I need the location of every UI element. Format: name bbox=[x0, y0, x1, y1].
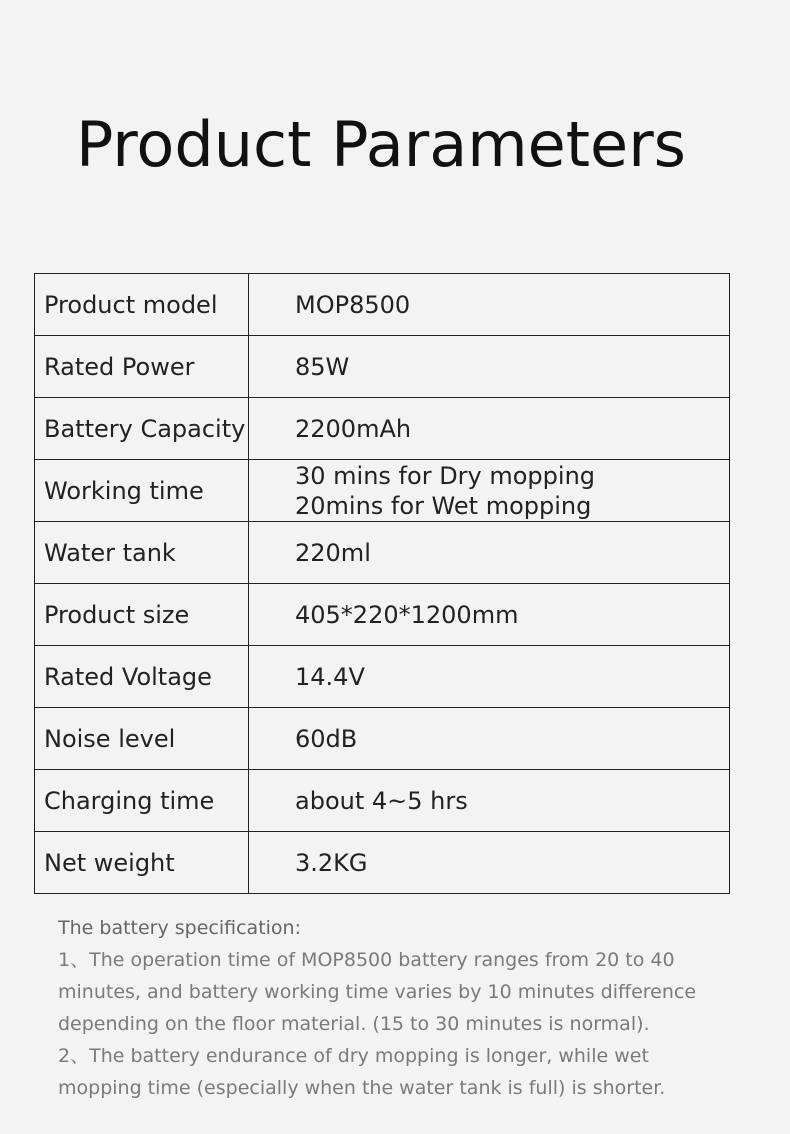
table-row bbox=[35, 522, 730, 584]
table-row bbox=[35, 274, 730, 336]
param-value bbox=[249, 770, 730, 832]
param-label: Product model bbox=[35, 274, 249, 336]
param-label: Net weight bbox=[35, 832, 249, 894]
param-label: Product size bbox=[35, 584, 249, 646]
param-label: Battery Capacity bbox=[35, 398, 249, 460]
table-row bbox=[35, 708, 730, 770]
table-row bbox=[35, 460, 730, 522]
param-value-line: 20mins for Wet mopping bbox=[295, 491, 592, 520]
param-value bbox=[249, 646, 730, 708]
param-value bbox=[249, 274, 730, 336]
parameters-table bbox=[34, 273, 730, 894]
param-value bbox=[249, 336, 730, 398]
param-value-line: 85W bbox=[295, 352, 350, 381]
table-row bbox=[35, 832, 730, 894]
param-label: Working time bbox=[35, 460, 249, 522]
param-value-line: 405*220*1200mm bbox=[295, 600, 519, 629]
battery-note-point: 2、The battery endurance of dry mopping is longer, while wet mopping time (especially when the water tank is full) is shorter. bbox=[58, 1045, 666, 1099]
param-label: Water tank bbox=[35, 522, 249, 584]
page-title: Product Parameters bbox=[76, 108, 686, 181]
battery-note bbox=[58, 912, 718, 1104]
table-row bbox=[35, 584, 730, 646]
param-value-line: 60dB bbox=[295, 724, 358, 753]
param-label: Rated Voltage bbox=[35, 646, 249, 708]
battery-note-point: 1、The operation time of MOP8500 battery ranges from 20 to 40 minutes, and battery working time varies by 10 minutes difference depending on the floor material. (15 to 30 minutes is normal). bbox=[58, 949, 697, 1035]
param-value-line: 220ml bbox=[295, 538, 371, 567]
battery-note-heading: The battery specification: bbox=[58, 917, 301, 939]
param-value bbox=[249, 832, 730, 894]
table-row bbox=[35, 770, 730, 832]
table-row bbox=[35, 336, 730, 398]
param-value-line: 2200mAh bbox=[295, 414, 412, 443]
param-value-line: about 4~5 hrs bbox=[295, 786, 468, 815]
param-value-line: 14.4V bbox=[295, 662, 365, 691]
param-value-line: 30 mins for Dry mopping bbox=[295, 461, 596, 490]
param-value bbox=[249, 522, 730, 584]
param-value bbox=[249, 398, 730, 460]
param-value bbox=[249, 584, 730, 646]
param-label: Charging time bbox=[35, 770, 249, 832]
param-value bbox=[249, 460, 730, 522]
param-value-line: 3.2KG bbox=[295, 848, 368, 877]
param-value-line: MOP8500 bbox=[295, 290, 411, 319]
param-value bbox=[249, 708, 730, 770]
param-label: Noise level bbox=[35, 708, 249, 770]
param-label: Rated Power bbox=[35, 336, 249, 398]
table-row bbox=[35, 646, 730, 708]
table-row bbox=[35, 398, 730, 460]
